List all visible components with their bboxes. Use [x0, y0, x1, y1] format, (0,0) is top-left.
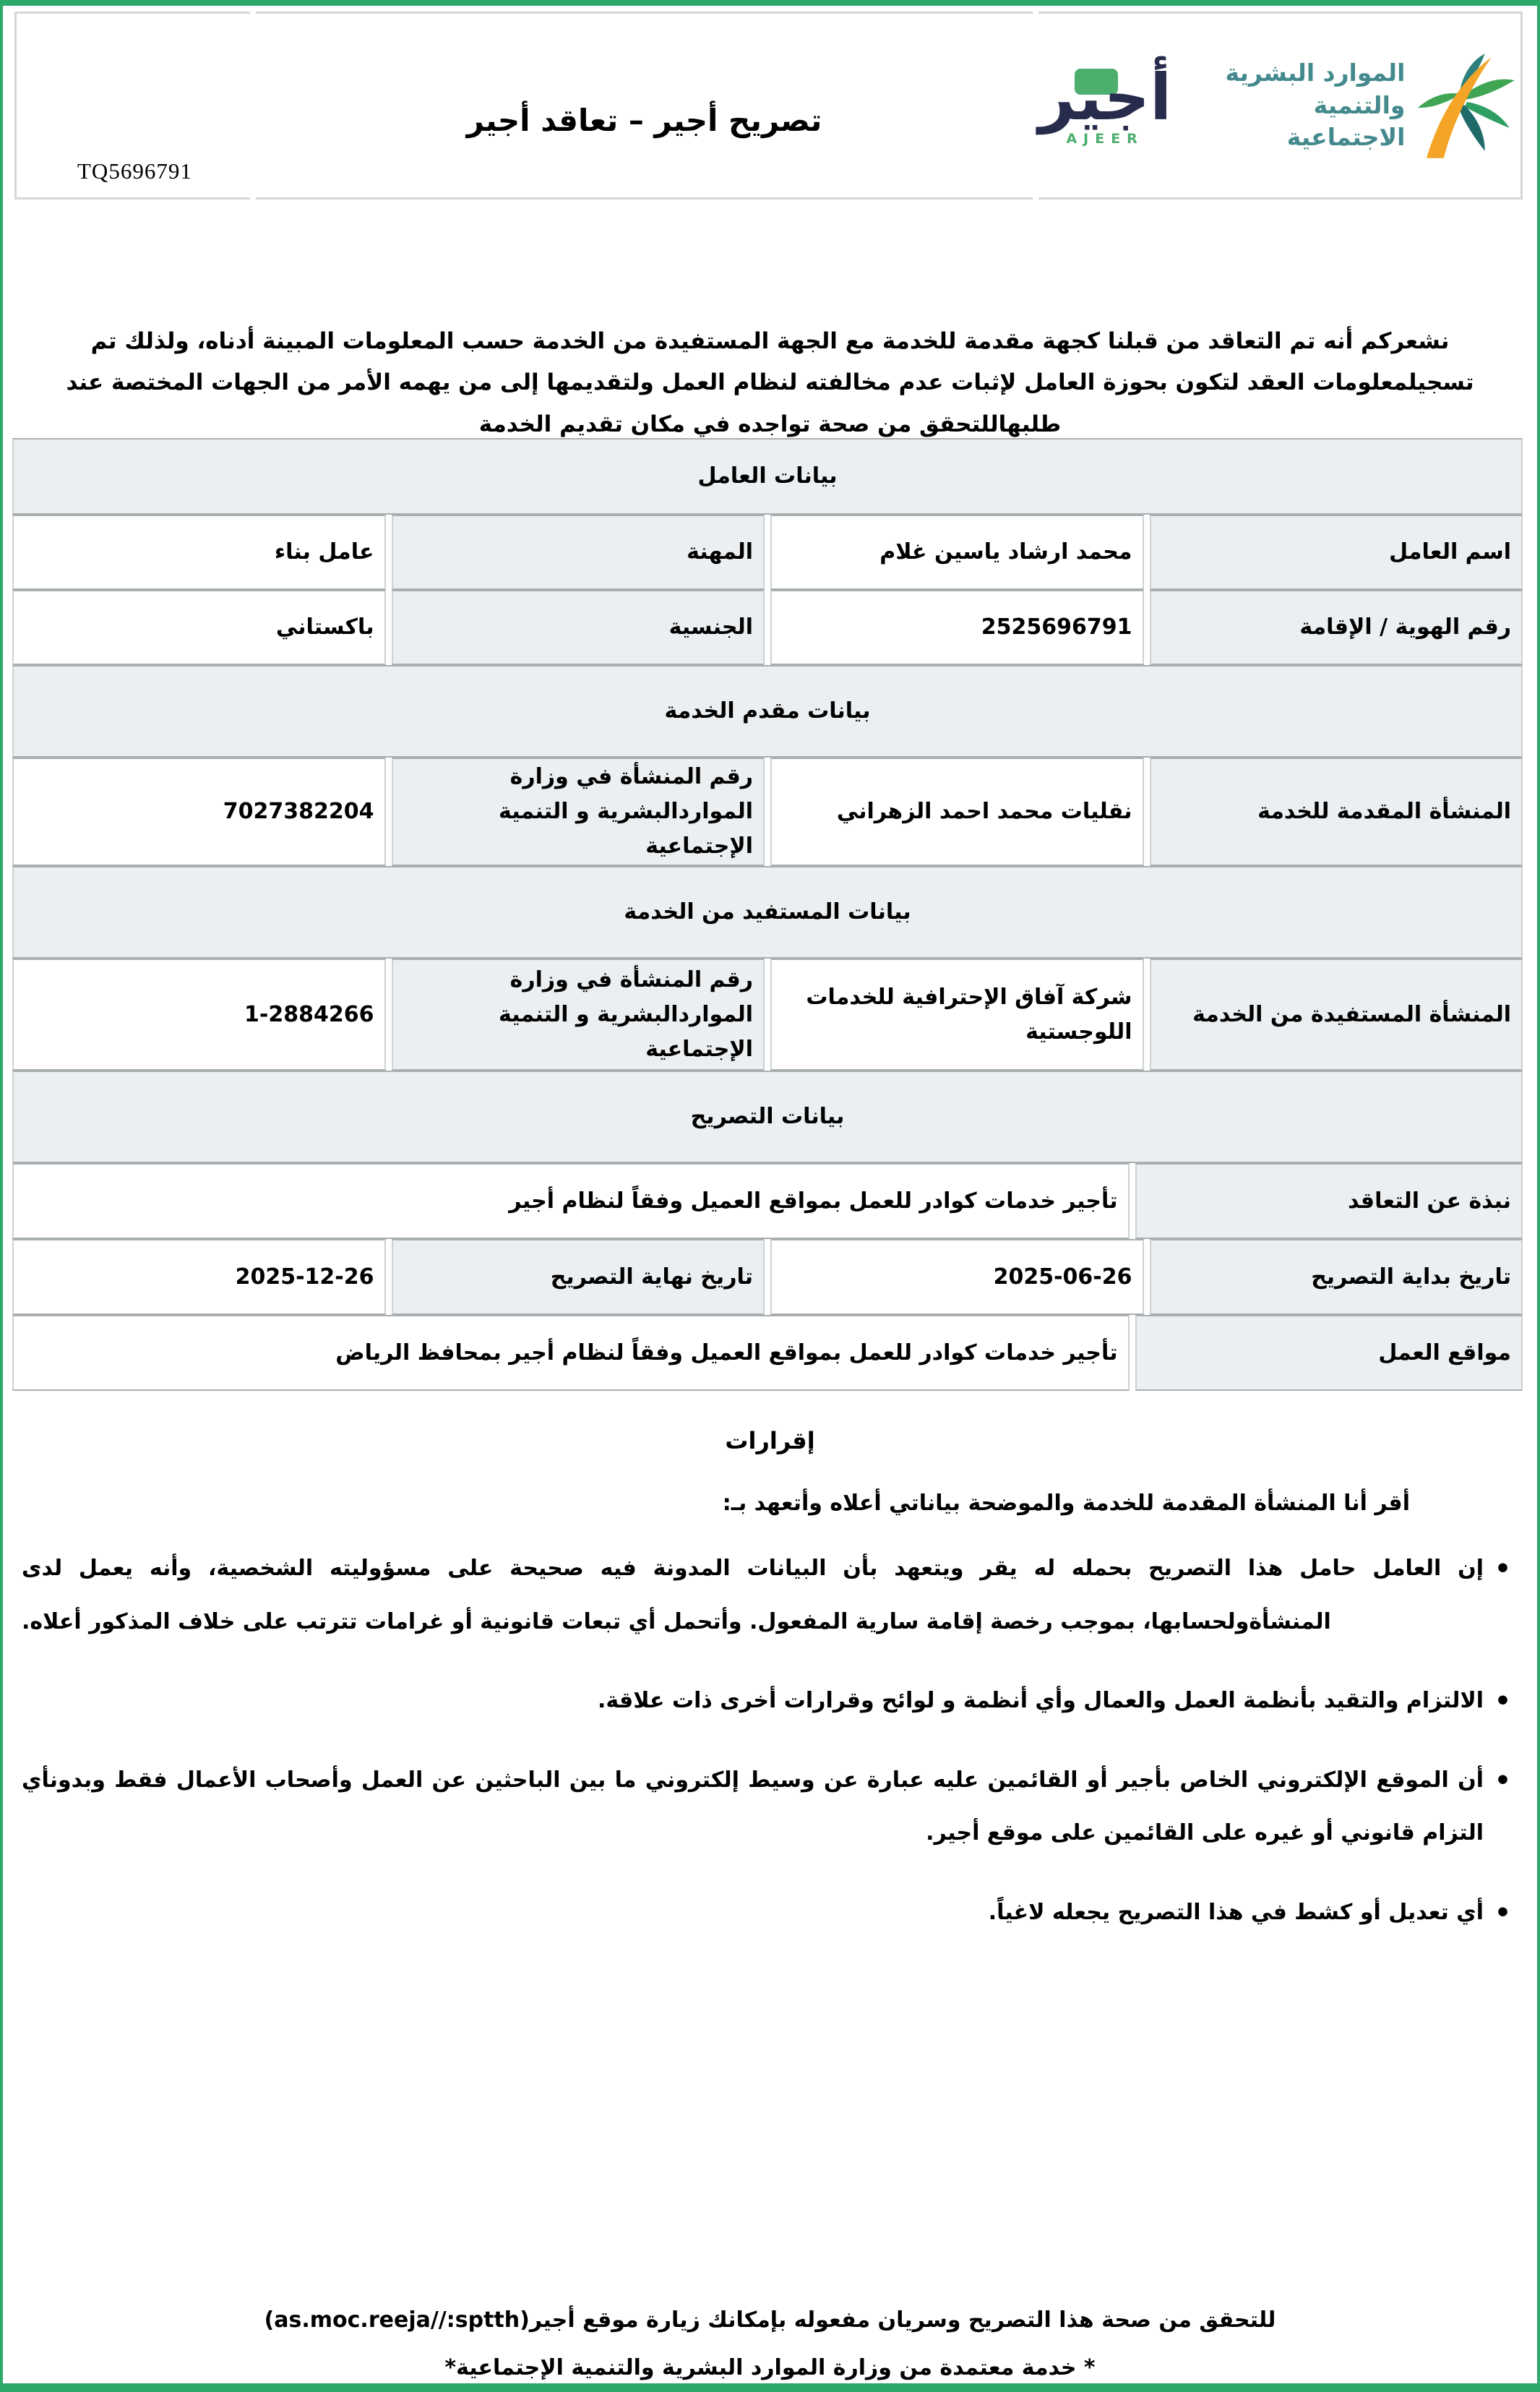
section-title: بيانات العامل [12, 438, 1523, 515]
provider-name-value: نقليات محمد احمد الزهراني [770, 758, 1144, 866]
worker-profession-value: عامل بناء [12, 515, 386, 590]
contract-summary-value: تأجير خدمات كوادر للعمل بمواقع العميل وفقاً لنظام أجير [12, 1163, 1130, 1239]
provider-number-label: رقم المنشأة في وزارة المواردالبشرية و التنمية الإجتماعية [392, 758, 765, 866]
work-locations-value: تأجير خدمات كوادر للعمل بمواقع العميل وفقاً لنظام أجير بمحافظ الرياض [12, 1315, 1130, 1391]
declarations-title: إقرارات [725, 1427, 815, 1454]
page-frame-right [1537, 0, 1540, 2392]
worker-id-value: 2525696791 [770, 590, 1144, 665]
permit-start-date-label: تاريخ بداية التصريح [1150, 1239, 1523, 1315]
declaration-item [22, 1886, 1518, 1939]
document-number-box [14, 12, 250, 200]
ministry-palm-icon [1412, 51, 1520, 160]
permit-table [12, 438, 1523, 1391]
declaration-text: أي تعديل أو كشط في هذا التصريح يجعله لاغياً. [988, 1899, 1484, 1925]
worker-nationality-label: الجنسية [392, 590, 765, 665]
section-header-provider [12, 665, 1523, 758]
header [14, 12, 1523, 200]
declaration-text: إن العامل حامل هذا التصريح بحمله له يقر ويتعهد بأن البيانات المدونة فيه صحيحة على مسؤوليته الشخصية، وأنه يعمل لدى المنشأةولحسابها، بموجب رخصة إقامة سارية المفعول. وأتحمل أي تبعات قانونية أو غرامات تترتب على خلاف المذكور أعلاه. [22, 1556, 1484, 1634]
permit-start-date-value: 2025-06-26 [770, 1239, 1144, 1315]
footer-accredited-note: * خدمة معتمدة من وزارة الموارد البشرية والتنمية الإجتماعية* [444, 2355, 1096, 2380]
page-frame-left [0, 0, 3, 2392]
ajeer-logo [1038, 59, 1172, 147]
declaration-item [22, 1754, 1518, 1860]
bullet-icon: • [1494, 1554, 1511, 1584]
section-title: بيانات التصريح [12, 1071, 1523, 1163]
permit-end-date-value: 2025-12-26 [12, 1239, 386, 1315]
page-frame-top [0, 0, 1540, 6]
declaration-text: الالتزام والتقيد بأنظمة العمل والعمال وأي أنظمة و لوائح وقرارات أخرى ذات علاقة. [598, 1688, 1484, 1713]
section-header-worker [12, 438, 1523, 515]
provider-name-label: المنشأة المقدمة للخدمة [1150, 758, 1523, 866]
declarations-section [22, 1427, 1518, 1939]
title-box [256, 12, 1033, 200]
ajeer-logo-arabic: أجير [1038, 59, 1172, 134]
table-row [12, 1163, 1523, 1239]
worker-profession-label: المهنة [392, 515, 765, 590]
table-row [12, 758, 1523, 866]
declarations-lead: أقر أنا المنشأة المقدمة للخدمة والموضحة بياناتي أعلاه وأتعهد بـ: [722, 1491, 1410, 1516]
provider-number-value: 7027382204 [12, 758, 386, 866]
declaration-item [22, 1674, 1518, 1728]
work-locations-label: مواقع العمل [1135, 1315, 1523, 1391]
contract-summary-label: نبذة عن التعاقد [1135, 1163, 1523, 1239]
section-header-permit [12, 1071, 1523, 1163]
table-row [12, 959, 1523, 1071]
bullet-icon: • [1494, 1898, 1511, 1928]
worker-nationality-value: باكستاني [12, 590, 386, 665]
bullet-icon: • [1494, 1686, 1511, 1716]
ajeer-logo-latin: AJEER [1066, 130, 1144, 147]
page-frame-bottom [0, 2383, 1540, 2392]
beneficiary-number-label: رقم المنشأة في وزارة المواردالبشرية و التنمية الإجتماعية [392, 959, 765, 1071]
footer-verify-note: للتحقق من صحة هذا التصريح وسريان مفعوله بإمكانك زيارة موقع أجير(as.moc.reeja//:sptth) [264, 2307, 1276, 2333]
ministry-name-line1: الموارد البشرية [1225, 59, 1406, 87]
worker-name-value: محمد ارشاد ياسين غلام [770, 515, 1144, 590]
section-header-beneficiary [12, 866, 1523, 959]
section-title: بيانات المستفيد من الخدمة [12, 866, 1523, 959]
beneficiary-number-value: 1-2884266 [12, 959, 386, 1071]
table-row [12, 515, 1523, 590]
permit-end-date-label: تاريخ نهاية التصريح [392, 1239, 765, 1315]
section-title: بيانات مقدم الخدمة [12, 665, 1523, 758]
declaration-text: أن الموقع الإلكتروني الخاص بأجير أو القائمين عليه عبارة عن وسيط إلكتروني ما بين الباحثين عن العمل وأصحاب الأعمال فقط وبدونأي التزام قانوني أو غيره على القائمين على موقع أجير. [22, 1767, 1484, 1846]
ministry-logo-text [1187, 57, 1405, 154]
worker-id-label: رقم الهوية / الإقامة [1150, 590, 1523, 665]
beneficiary-name-value: شركة آفاق الإحترافية للخدمات اللوجستية [770, 959, 1144, 1071]
table-row [12, 1239, 1523, 1315]
ministry-name-line2: والتنمية الاجتماعية [1286, 90, 1406, 152]
document-number: TQ5696791 [77, 158, 192, 184]
worker-name-label: اسم العامل [1150, 515, 1523, 590]
page-title: تصريح أجير – تعاقد أجير [466, 102, 822, 138]
beneficiary-name-label: المنشأة المستفيدة من الخدمة [1150, 959, 1523, 1071]
bullet-icon: • [1494, 1765, 1511, 1796]
table-row [12, 590, 1523, 665]
ministry-logo [1187, 51, 1520, 160]
table-row [12, 1315, 1523, 1391]
declaration-item [22, 1542, 1518, 1648]
logo-box [1038, 12, 1523, 200]
intro-paragraph: نشعركم أنه تم التعاقد من قبلنا كجهة مقدمة للخدمة مع الجهة المستفيدة من الخدمة حسب المعلومات المبينة أدناه، ولذلك تم تسجيلمعلومات العقد لتكون بحوزة العامل لإثبات عدم مخالفته لنظام العمل ولتقديمها إلى من يهمه الأمر من الجهات المختصة عند طلبهاللتحقق من صحة تواجده في مكان تقديم الخدمة [66, 328, 1474, 437]
